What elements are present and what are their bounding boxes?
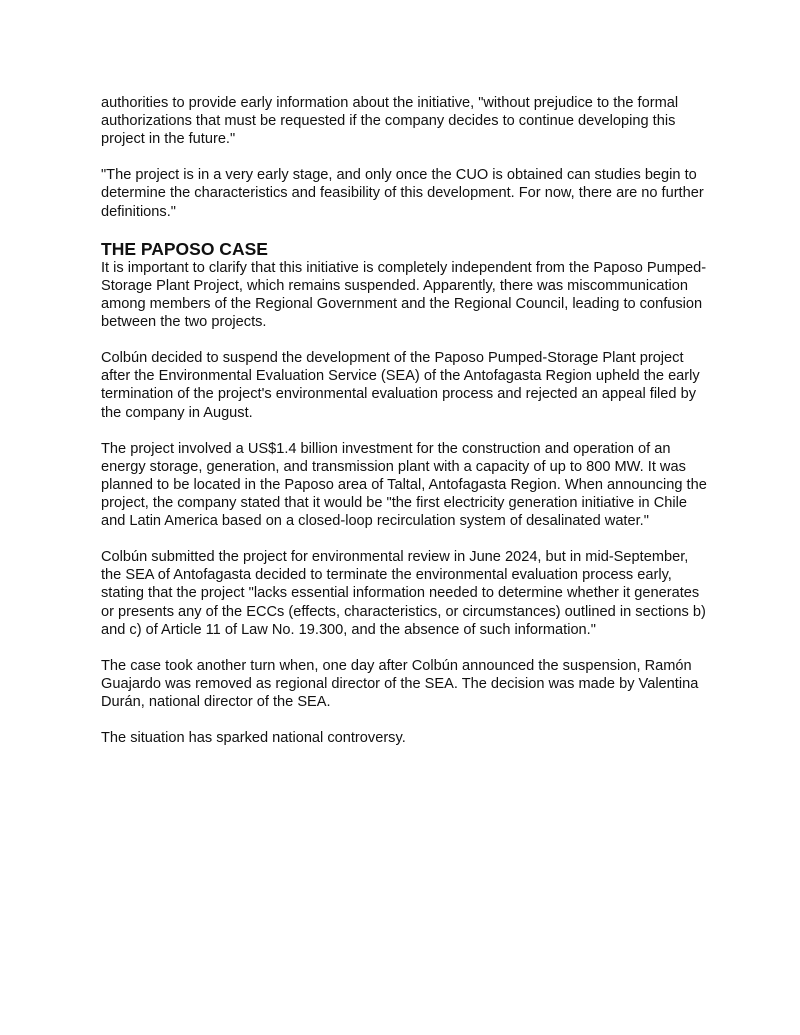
paragraph-controversy: The situation has sparked national controversy. <box>101 730 406 747</box>
document-page <box>101 94 711 765</box>
paragraph-environmental-review: Colbún submitted the project for environmental review in June 2024, but in mid-September, the SEA of Antofagasta decided to terminate the environmental evaluation process early, stating that the project "lacks essential information needed to determine whether it generates or presents any of the ECCs (effects, characteristics, or circumstances) outlined in sections b) and c) of Article 11 of Law No. 19.300, and the absence of such information." <box>101 549 706 638</box>
paragraph-authorities: authorities to provide early information about the initiative, "without prejudice to the formal authorizations that must be requested if the company decides to continue developing this project in the future." <box>101 95 679 148</box>
paragraph-suspension: Colbún decided to suspend the development of the Paposo Pumped-Storage Plant project after the Environmental Evaluation Service (SEA) of the Antofagasta Region upheld the early termination of the project's environmental evaluation process and rejected an appeal filed by the company in August. <box>101 350 700 421</box>
section-heading: THE PAPOSO CASE <box>101 238 268 259</box>
paragraph-director-removal: The case took another turn when, one day after Colbún announced the suspension, Ramón Guajardo was removed as regional director of the SEA. The decision was made by Valentina Durán, national director of the SEA. <box>101 657 699 710</box>
paragraph-investment: The project involved a US$1.4 billion investment for the construction and operation of an energy storage, generation, and transmission plant with a capacity of up to 800 MW. It was planned to be located in the Paposo area of Taltal, Antofagasta Region. When announcing the project, the company stated that it would be "the first electricity generation initiative in Chile and Latin America based on a closed-loop recirculation system of desalinated water." <box>101 440 707 530</box>
paragraph-clarification: It is important to clarify that this initiative is completely independent from the Paposo Pumped-Storage Plant Project, which remains suspended. Apparently, there was miscommunication among members of the Regional Government and the Regional Council, leading to confusion between the two projects. <box>101 259 707 331</box>
paragraph-project-quote: "The project is in a very early stage, and only once the CUO is obtained can studies begin to determine the characteristics and feasibility of this development. For now, there are no further definitions." <box>101 167 704 220</box>
